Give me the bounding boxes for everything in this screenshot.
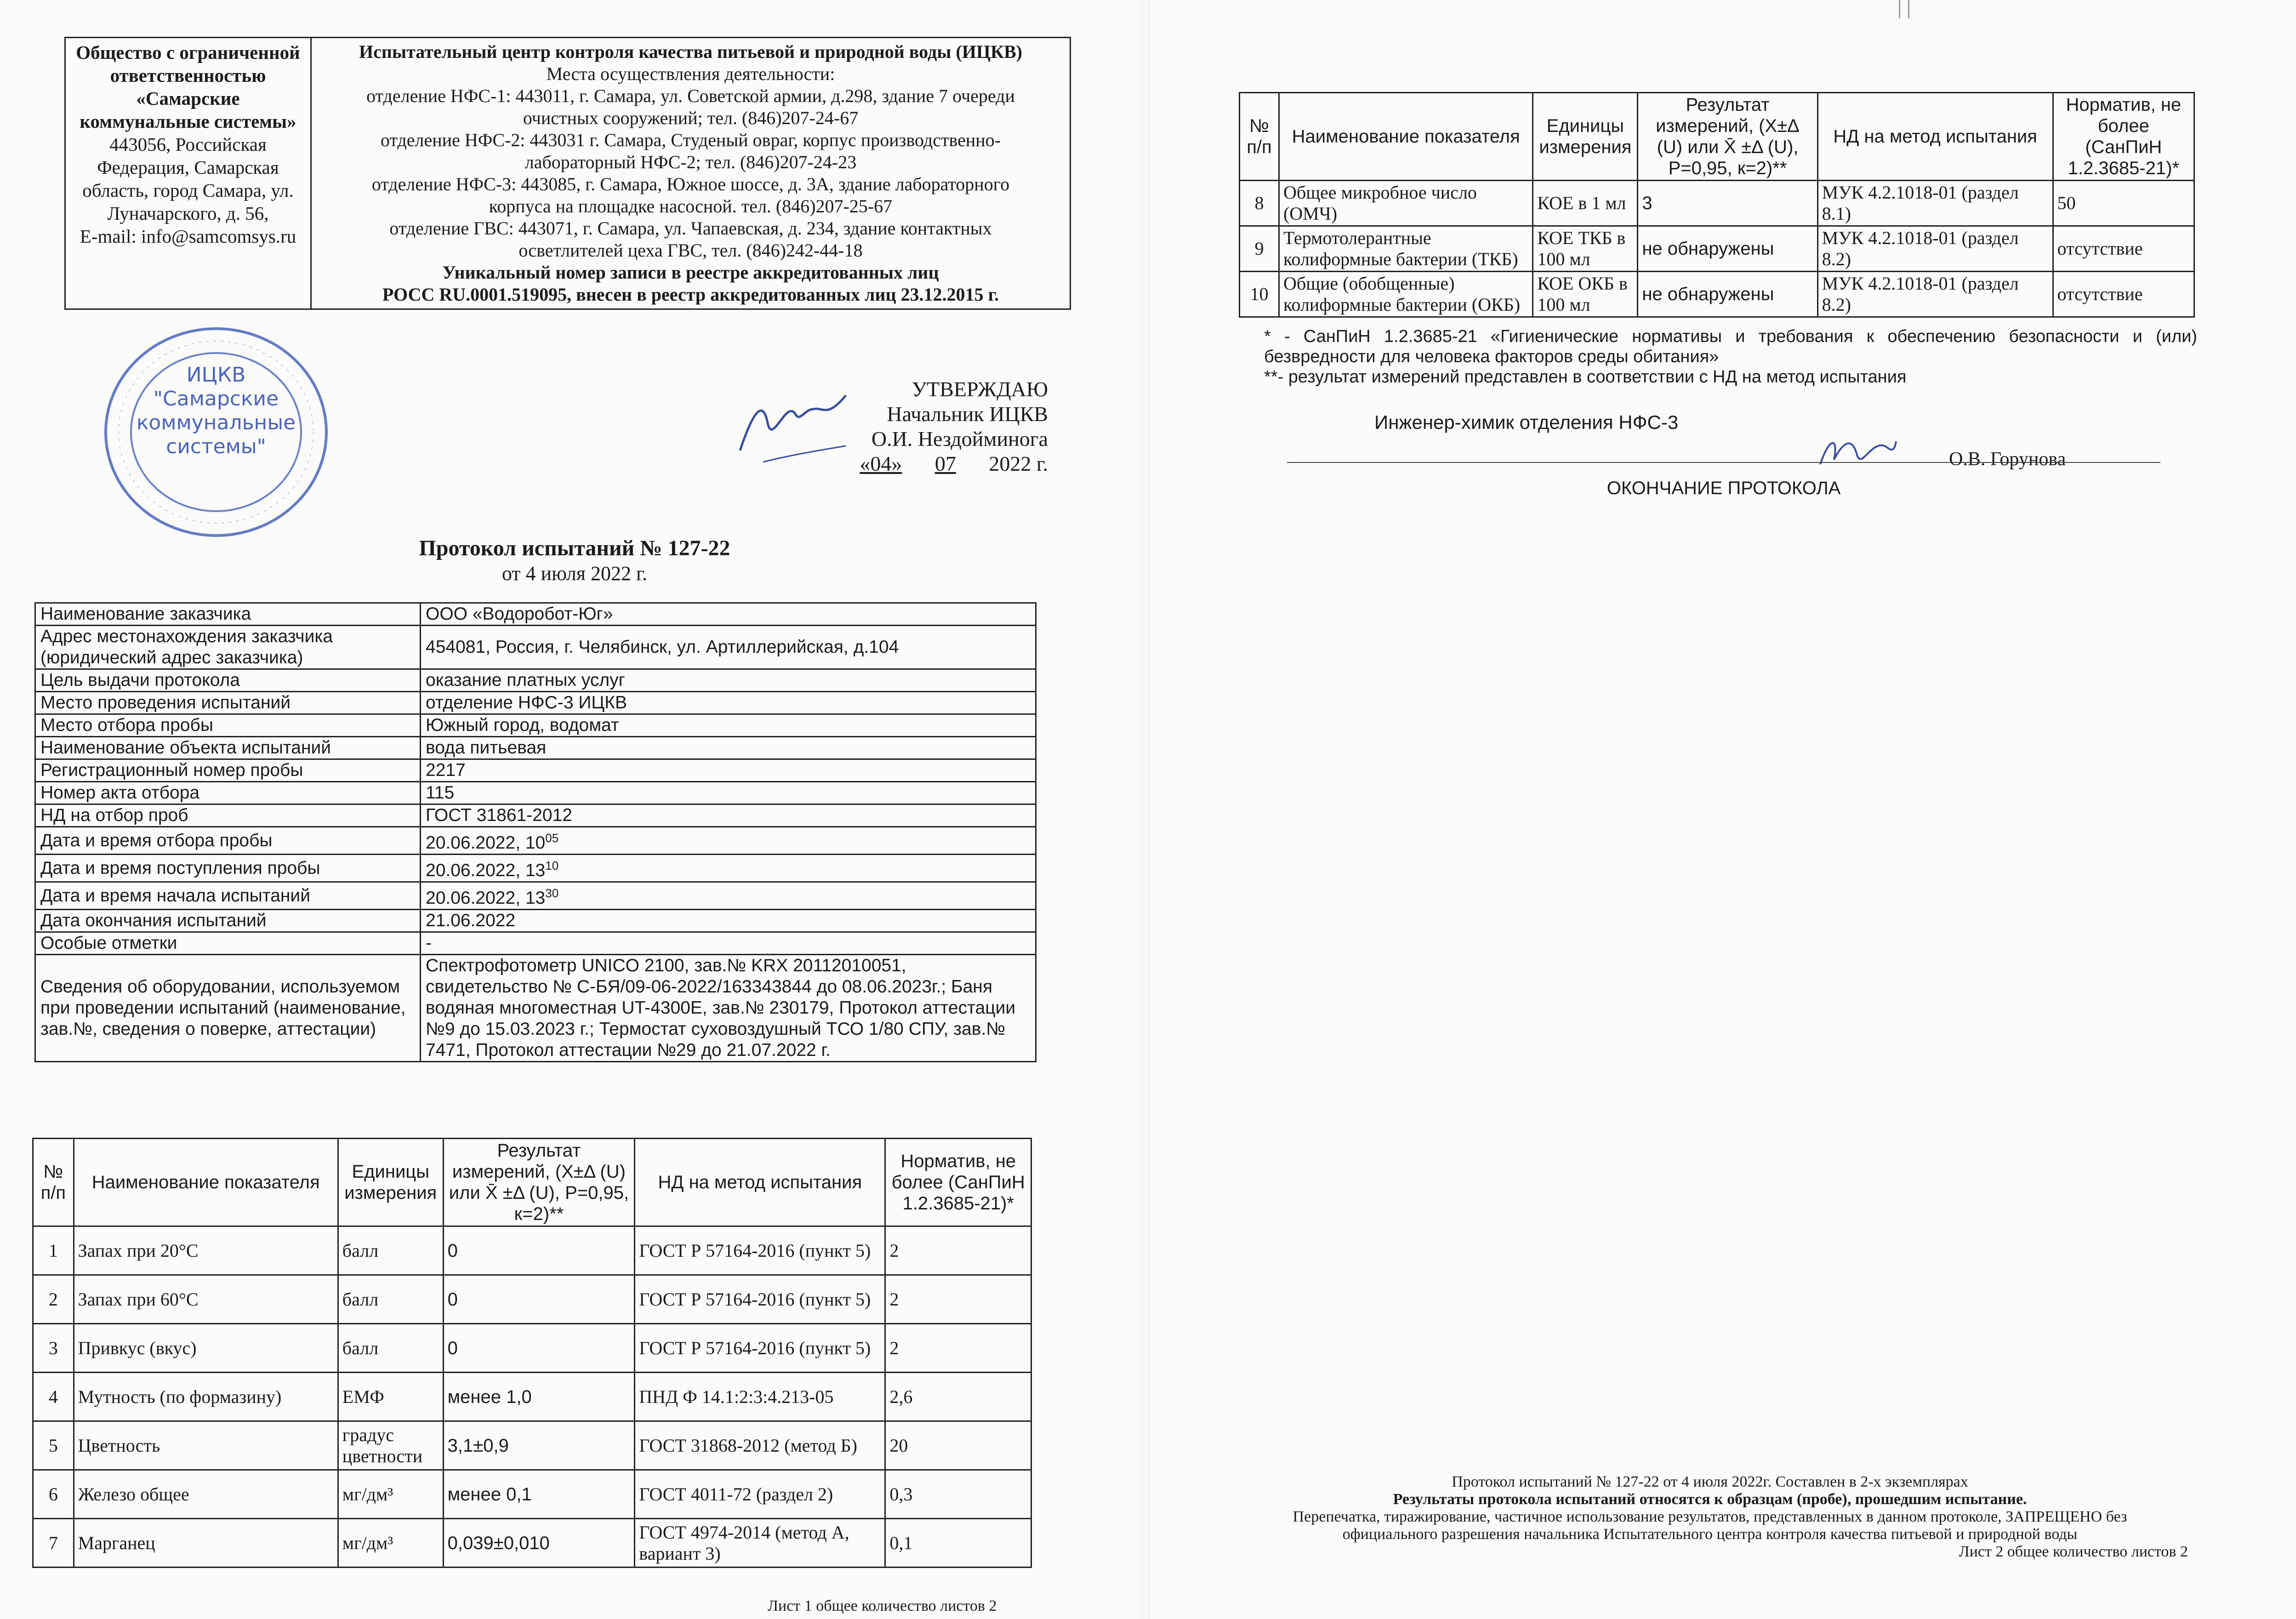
customer-info-table bbox=[34, 602, 1037, 1062]
result-row bbox=[33, 1421, 1031, 1470]
result-unit: КОЕ ОКБ в 100 мл bbox=[1533, 272, 1638, 317]
result-norm: отсутствие bbox=[2053, 226, 2194, 272]
info-row bbox=[35, 855, 1036, 882]
info-value bbox=[421, 692, 1036, 714]
engineer-name: О.В. Горунова bbox=[1949, 449, 2066, 470]
lab-line: отделение НФС-1: 443011, г. Самара, ул. Советской армии, д.298, здание 7 очереди bbox=[366, 86, 1015, 106]
footer-line-1: Протокол испытаний № 127-22 от 4 июля 2022г. Составлен в 2-х экземплярах bbox=[1452, 1473, 1968, 1490]
lab-line: очистных сооружений; тел. (846)207-24-67 bbox=[523, 108, 859, 128]
footnote-1: * - СанПиН 1.2.3685-21 «Гигиенические нормативы и требования к обеспечению безопасности и (или) безвредности для человека факторов среды обитания» bbox=[1264, 327, 2197, 366]
info-value bbox=[421, 932, 1036, 955]
result-name: Запах при 60°С bbox=[74, 1275, 338, 1324]
col-name: Наименование показателя bbox=[74, 1139, 338, 1226]
lab-line: лабораторный НФС-2; тел. (846)207-24-23 bbox=[524, 152, 857, 172]
lab-line: осветлителей цеха ГВС, тел. (846)242-44-18 bbox=[518, 240, 863, 261]
info-row bbox=[35, 932, 1036, 955]
result-name: Привкус (вкус) bbox=[74, 1324, 338, 1373]
approve-date bbox=[717, 451, 1048, 476]
result-norm: отсутствие bbox=[2053, 272, 2194, 317]
result-name: Термотолерантные колиформные бактерии (ТКБ) bbox=[1279, 226, 1533, 272]
info-key: Адрес местонахождения заказчика (юридический адрес заказчика) bbox=[35, 626, 421, 669]
approve-position: Начальник ИЦКВ bbox=[887, 402, 1048, 426]
info-value bbox=[421, 714, 1036, 737]
result-row bbox=[33, 1226, 1031, 1275]
footer-line-3: Перепечатка, тиражирование, частичное использование результатов, представленных в данном протоколе, ЗАПРЕЩЕНО без bbox=[1293, 1508, 2127, 1525]
result-name: Общее микробное число (ОМЧ) bbox=[1279, 181, 1533, 226]
result-row bbox=[1240, 181, 2194, 226]
info-value bbox=[421, 804, 1036, 827]
protocol-title: Протокол испытаний № 127-22 bbox=[419, 536, 730, 560]
info-value bbox=[421, 882, 1036, 910]
footnote-2: **- результат измерений представлен в соответствии с НД на метод испытания bbox=[1264, 367, 1907, 387]
result-row bbox=[33, 1373, 1031, 1421]
info-value-minutes: 30 bbox=[545, 886, 559, 900]
page-1-footer: Лист 1 общее количество листов 2 bbox=[768, 1597, 997, 1614]
result-method: ГОСТ Р 57164-2016 (пункт 5) bbox=[635, 1275, 885, 1324]
result-name: Мутность (по формазину) bbox=[74, 1373, 338, 1421]
reg-line-2: РОСС RU.0001.519095, внесен в реестр аккредитованных лиц 23.12.2015 г. bbox=[382, 284, 999, 305]
info-row bbox=[35, 669, 1036, 692]
result-norm: 0,3 bbox=[885, 1470, 1031, 1519]
result-value: 0 bbox=[443, 1226, 635, 1275]
result-unit: мг/дм³ bbox=[338, 1470, 443, 1519]
info-row bbox=[35, 882, 1036, 910]
info-value bbox=[421, 855, 1036, 882]
approve-label: УТВЕРЖДАЮ bbox=[912, 377, 1048, 401]
info-value-text: ГОСТ 31861-2012 bbox=[426, 805, 572, 825]
lab-block bbox=[311, 38, 1071, 309]
footer-line-4: официального разрешения начальника Испытательного центра контроля качества питьевой и природной воды bbox=[1342, 1526, 2078, 1543]
result-row bbox=[33, 1275, 1031, 1324]
info-key: Дата и время начала испытаний bbox=[35, 882, 421, 910]
col-result: Результат измерений, (X±Δ (U) или X̄ ±Δ (U), P=0,95, к=2)** bbox=[1638, 93, 1817, 181]
info-value-text: 2217 bbox=[426, 760, 466, 780]
result-num: 9 bbox=[1240, 226, 1279, 272]
result-norm: 2,6 bbox=[885, 1373, 1031, 1421]
result-value: не обнаружены bbox=[1638, 226, 1817, 272]
result-row bbox=[33, 1519, 1031, 1568]
results-table-page-2 bbox=[1239, 92, 2195, 318]
col-method: НД на метод испытания bbox=[1817, 93, 2053, 181]
result-norm: 0,1 bbox=[885, 1519, 1031, 1568]
result-num: 10 bbox=[1240, 272, 1279, 317]
info-value-text: отделение НФС-3 ИЦКВ bbox=[426, 693, 627, 713]
info-value-text: - bbox=[426, 933, 432, 953]
result-value: менее 0,1 bbox=[443, 1470, 635, 1519]
info-row bbox=[35, 804, 1036, 827]
info-key: Сведения об оборудовании, используемом при проведении испытаний (наименование, зав.№, сведения о поверке, аттестации) bbox=[35, 955, 421, 1062]
result-method: ГОСТ 4011-72 (раздел 2) bbox=[635, 1470, 885, 1519]
result-norm: 50 bbox=[2053, 181, 2194, 226]
info-value bbox=[421, 782, 1036, 804]
org-name-4: коммунальные системы» bbox=[80, 111, 296, 132]
result-name: Запах при 20°С bbox=[74, 1226, 338, 1275]
result-norm: 20 bbox=[885, 1421, 1031, 1470]
result-value: 0 bbox=[443, 1275, 635, 1324]
header-table bbox=[64, 37, 1071, 310]
org-email: E-mail: info@samcomsys.ru bbox=[80, 226, 296, 247]
org-address-4: Луначарского, д. 56, bbox=[107, 203, 269, 224]
info-value bbox=[421, 759, 1036, 782]
result-method: МУК 4.2.1018-01 (раздел 8.2) bbox=[1817, 226, 2053, 272]
info-row bbox=[35, 827, 1036, 855]
result-value: менее 1,0 bbox=[443, 1373, 635, 1421]
result-unit: градус цветности bbox=[338, 1421, 443, 1470]
result-value: 3 bbox=[1638, 181, 1817, 226]
stamp-text bbox=[120, 363, 313, 459]
info-value bbox=[421, 910, 1036, 932]
info-value-text: 21.06.2022 bbox=[426, 911, 516, 930]
info-key: Регистрационный номер пробы bbox=[35, 759, 421, 782]
info-value-minutes: 10 bbox=[545, 859, 559, 872]
result-value: не обнаружены bbox=[1638, 272, 1817, 317]
info-value bbox=[421, 827, 1036, 855]
info-key: Цель выдачи протокола bbox=[35, 669, 421, 692]
result-unit: балл bbox=[338, 1275, 443, 1324]
info-row bbox=[35, 737, 1036, 759]
approve-block bbox=[717, 377, 1048, 476]
result-name: Общие (обобщенные) колиформные бактерии (ОКБ) bbox=[1279, 272, 1533, 317]
protocol-date: от 4 июля 2022 г. bbox=[501, 562, 648, 585]
info-value bbox=[421, 737, 1036, 759]
result-num: 1 bbox=[33, 1226, 74, 1275]
result-row bbox=[33, 1324, 1031, 1373]
col-num: № п/п bbox=[1240, 93, 1279, 181]
results-table-page-1 bbox=[32, 1138, 1032, 1568]
result-unit: КОЕ в 1 мл bbox=[1533, 181, 1638, 226]
result-num: 3 bbox=[33, 1324, 74, 1373]
result-unit: балл bbox=[338, 1324, 443, 1373]
result-value: 0 bbox=[443, 1324, 635, 1373]
divider bbox=[1287, 462, 2160, 463]
lab-line: Места осуществления деятельности: bbox=[546, 63, 835, 84]
info-value-text: 20.06.2022, 13 bbox=[426, 888, 546, 908]
result-num: 4 bbox=[33, 1373, 74, 1421]
end-of-protocol: ОКОНЧАНИЕ ПРОТОКОЛА bbox=[1607, 478, 1841, 498]
stamp-line: ИЦКВ bbox=[186, 363, 246, 387]
info-value-text: Южный город, водомат bbox=[426, 715, 619, 735]
col-num: № п/п bbox=[33, 1139, 74, 1226]
stamp-line: коммунальные bbox=[136, 411, 296, 434]
lab-line: корпуса на площадке насосной. тел. (846)207-25-67 bbox=[489, 196, 893, 217]
result-unit: мг/дм³ bbox=[338, 1519, 443, 1568]
info-row bbox=[35, 955, 1036, 1062]
reg-line-1: Уникальный номер записи в реестре аккредитованных лиц bbox=[442, 262, 939, 283]
info-value-text: оказание платных услуг bbox=[426, 670, 625, 690]
col-norm: Норматив, не более (СанПиН 1.2.3685-21)* bbox=[885, 1139, 1031, 1226]
col-unit: Единицы измерения bbox=[338, 1139, 443, 1226]
info-key: Место отбора пробы bbox=[35, 714, 421, 737]
result-value: 3,1±0,9 bbox=[443, 1421, 635, 1470]
info-value-text: 115 bbox=[426, 783, 455, 803]
result-method: МУК 4.2.1018-01 (раздел 8.1) bbox=[1817, 181, 2053, 226]
punch-mark bbox=[1908, 0, 1909, 18]
col-method: НД на метод испытания bbox=[635, 1139, 885, 1226]
org-name-3: «Самарские bbox=[136, 88, 240, 109]
org-address-2: Федерация, Самарская bbox=[97, 157, 279, 178]
info-row bbox=[35, 626, 1036, 669]
result-row bbox=[1240, 226, 2194, 272]
info-value bbox=[421, 955, 1036, 1062]
result-row bbox=[33, 1470, 1031, 1519]
lab-line: отделение НФС-3: 443085, г. Самара, Южное шоссе, д. 3А, здание лабораторного bbox=[371, 174, 1010, 194]
info-key: Номер акта отбора bbox=[35, 782, 421, 804]
result-num: 7 bbox=[33, 1519, 74, 1568]
info-key: НД на отбор проб bbox=[35, 804, 421, 827]
approve-year: 2022 г. bbox=[989, 452, 1048, 475]
result-num: 8 bbox=[1240, 181, 1279, 226]
info-value-minutes: 05 bbox=[545, 831, 559, 845]
org-address-3: область, город Самара, ул. bbox=[82, 180, 294, 201]
result-method: ПНД Ф 14.1:2:3:4.213-05 bbox=[635, 1373, 885, 1421]
info-row bbox=[35, 603, 1036, 626]
result-num: 6 bbox=[33, 1470, 74, 1519]
info-row bbox=[35, 782, 1036, 804]
footer-line-2: Результаты протокола испытаний относятся к образцам (пробе), прошедшим испытание. bbox=[1393, 1491, 2027, 1508]
page-2-footer bbox=[1204, 1473, 2216, 1561]
info-key: Наименование объекта испытаний bbox=[35, 737, 421, 759]
info-value bbox=[421, 626, 1036, 669]
info-value-text: 454081, Россия, г. Челябинск, ул. Артиллерийская, д.104 bbox=[426, 637, 899, 657]
result-method: ГОСТ Р 57164-2016 (пункт 5) bbox=[635, 1226, 885, 1275]
result-method: ГОСТ 31868-2012 (метод Б) bbox=[635, 1421, 885, 1470]
approve-month: 07 bbox=[934, 452, 956, 475]
engineer-signature bbox=[1816, 428, 1898, 478]
punch-mark bbox=[1899, 0, 1900, 18]
org-block bbox=[65, 38, 311, 309]
info-row bbox=[35, 910, 1036, 932]
col-unit: Единицы измерения bbox=[1533, 93, 1638, 181]
results-header-row bbox=[1240, 93, 2194, 181]
footnotes bbox=[1264, 326, 2197, 387]
result-norm: 2 bbox=[885, 1226, 1031, 1275]
info-key: Дата и время поступления пробы bbox=[35, 855, 421, 882]
info-value-text: ООО «Водоробот-Юг» bbox=[426, 604, 613, 624]
info-row bbox=[35, 714, 1036, 737]
info-row bbox=[35, 692, 1036, 714]
info-value-text: 20.06.2022, 10 bbox=[426, 833, 546, 853]
info-key: Дата и время отбора пробы bbox=[35, 827, 421, 855]
col-name: Наименование показателя bbox=[1279, 93, 1533, 181]
info-key: Дата окончания испытаний bbox=[35, 910, 421, 932]
result-row bbox=[1240, 272, 2194, 317]
info-value bbox=[421, 603, 1036, 626]
approve-day: «04» bbox=[860, 452, 902, 475]
stamp-line: "Самарские bbox=[153, 387, 279, 410]
lab-line: отделение ГВС: 443071, г. Самара, ул. Чапаевская, д. 234, здание контактных bbox=[389, 218, 992, 239]
result-unit: ЕМФ bbox=[338, 1373, 443, 1421]
results-header-row bbox=[33, 1139, 1031, 1226]
result-name: Железо общее bbox=[74, 1470, 338, 1519]
result-unit: балл bbox=[338, 1226, 443, 1275]
info-key: Особые отметки bbox=[35, 932, 421, 955]
result-norm: 2 bbox=[885, 1324, 1031, 1373]
org-address-1: 443056, Российская bbox=[109, 134, 267, 155]
result-unit: КОЕ ТКБ в 100 мл bbox=[1533, 226, 1638, 272]
result-num: 5 bbox=[33, 1421, 74, 1470]
result-method: ГОСТ 4974-2014 (метод А, вариант 3) bbox=[635, 1519, 885, 1568]
stamp-line: системы" bbox=[166, 435, 266, 458]
page-1 bbox=[0, 0, 1140, 1619]
info-value-text: Спектрофотометр UNICO 2100, зав.№ KRX 20112010051, свидетельство № С-БЯ/09-06-2022/163343844 до 08.06.2023г.; Баня водяная многоместная UT-4300E, зав.№ 230179, Протокол аттестации №9 до 15.03.2023 г.; Термостат суховоздушный ТСО 1/80 СПУ, зав.№ 7471, Протокол аттестации №29 до 21.07.2022 г. bbox=[426, 956, 1016, 1060]
result-value: 0,039±0,010 bbox=[443, 1519, 635, 1568]
engineer-position: Инженер-химик отделения НФС-3 bbox=[1374, 411, 1679, 433]
col-norm: Норматив, не более (СанПиН 1.2.3685-21)* bbox=[2053, 93, 2194, 181]
result-name: Марганец bbox=[74, 1519, 338, 1568]
info-value-text: 20.06.2022, 13 bbox=[426, 861, 546, 880]
info-key: Место проведения испытаний bbox=[35, 692, 421, 714]
result-norm: 2 bbox=[885, 1275, 1031, 1324]
info-value-text: вода питьевая bbox=[426, 738, 547, 758]
org-name-1: Общество с ограниченной bbox=[76, 42, 300, 63]
result-name: Цветность bbox=[74, 1421, 338, 1470]
approve-name: О.И. Нездойминога bbox=[871, 427, 1048, 450]
lab-title: Испытательный центр контроля качества питьевой и природной воды (ИЦКВ) bbox=[359, 41, 1022, 62]
info-value bbox=[421, 669, 1036, 692]
result-method: МУК 4.2.1018-01 (раздел 8.2) bbox=[1817, 272, 2053, 317]
info-row bbox=[35, 759, 1036, 782]
footer-leaf: Лист 2 общее количество листов 2 bbox=[1959, 1543, 2188, 1560]
result-num: 2 bbox=[33, 1275, 74, 1324]
col-result: Результат измерений, (X±Δ (U) или X̄ ±Δ (U), P=0,95, к=2)** bbox=[443, 1139, 635, 1226]
info-key: Наименование заказчика bbox=[35, 603, 421, 626]
result-method: ГОСТ Р 57164-2016 (пункт 5) bbox=[635, 1324, 885, 1373]
lab-line: отделение НФС-2: 443031 г. Самара, Студеный овраг, корпус производственно- bbox=[381, 130, 1001, 150]
org-name-2: ответственностью bbox=[110, 65, 266, 86]
